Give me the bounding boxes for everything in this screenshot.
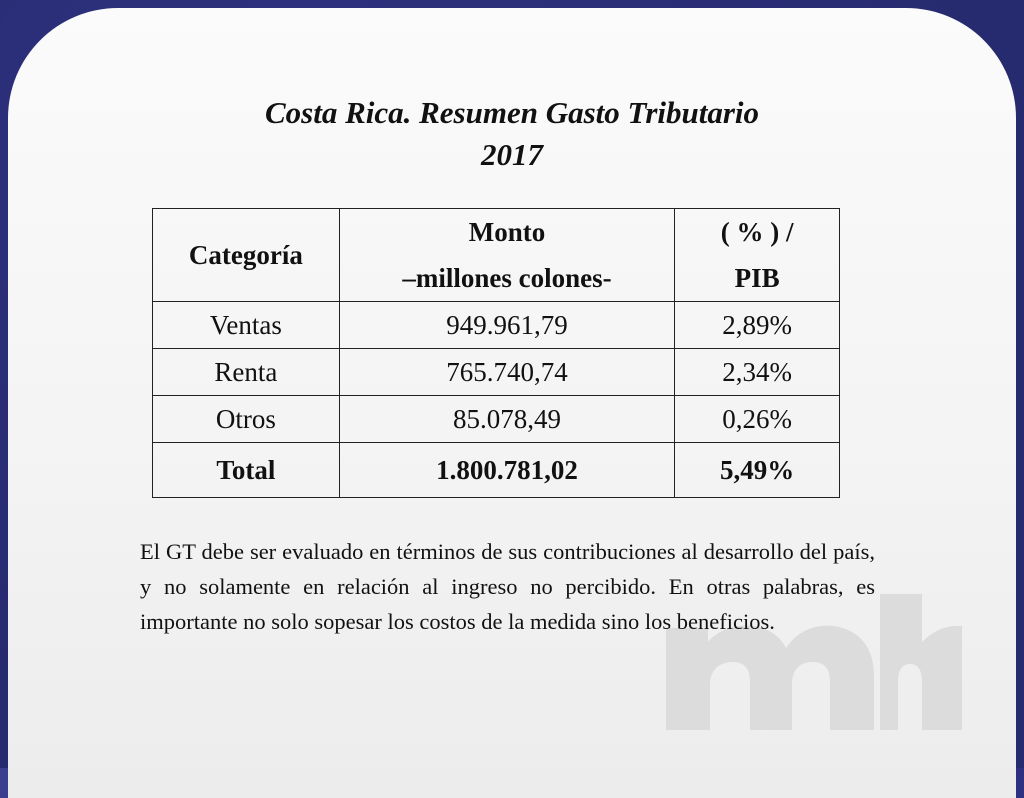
tax-expenditure-table (152, 208, 840, 498)
table-row (153, 302, 840, 349)
cell-pib: 2,89% (675, 302, 840, 349)
cell-monto: 949.961,79 (339, 302, 674, 349)
header-pib-line-2: PIB (734, 263, 780, 293)
header-monto-line-1: Monto (468, 217, 546, 247)
header-categoria: Categoría (153, 209, 340, 302)
header-pib-line-1: ( % ) / (720, 217, 794, 247)
cell-total-pib: 5,49% (675, 443, 840, 498)
table-total-row (153, 443, 840, 498)
cell-categoria: Ventas (153, 302, 340, 349)
title-line-2: 2017 (481, 137, 543, 172)
cell-categoria: Renta (153, 349, 340, 396)
table-row (153, 349, 840, 396)
header-pib (675, 209, 840, 302)
table-header-row (153, 209, 840, 302)
cell-monto: 765.740,74 (339, 349, 674, 396)
header-monto (339, 209, 674, 302)
cell-pib: 0,26% (675, 396, 840, 443)
cell-categoria: Otros (153, 396, 340, 443)
cell-total-label: Total (153, 443, 340, 498)
header-monto-line-2: –millones colones- (402, 263, 612, 293)
slide-title (0, 92, 1024, 176)
cell-total-monto: 1.800.781,02 (339, 443, 674, 498)
table-row (153, 396, 840, 443)
title-line-1: Costa Rica. Resumen Gasto Tributario (264, 95, 760, 130)
body-paragraph: El GT debe ser evaluado en términos de sus contribuciones al desarrollo del país, y no solamente en relación al ingreso no percibido. En otras palabras, es importante no solo sopesar los costos de la medida sino los beneficios. (140, 539, 875, 634)
cell-pib: 2,34% (675, 349, 840, 396)
cell-monto: 85.078,49 (339, 396, 674, 443)
